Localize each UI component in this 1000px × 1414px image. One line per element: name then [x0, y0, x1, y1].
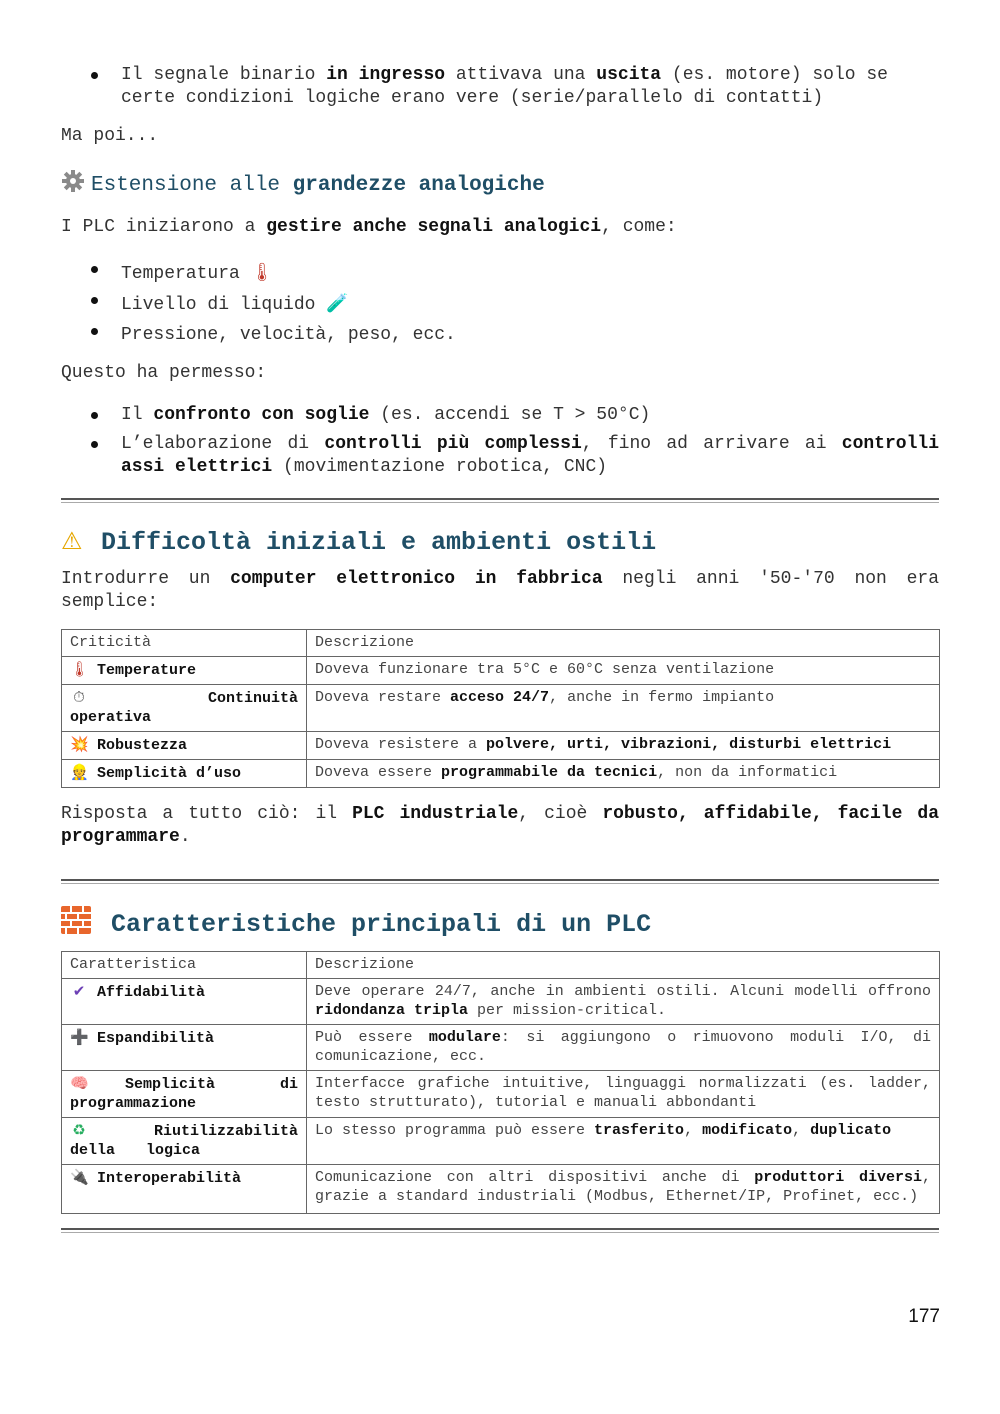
plus-icon: ➕ [70, 1028, 89, 1046]
list-item: L’elaborazione di controlli più complessi, fino ad arrivare ai controlli assi elettrici (movimentazione robotica, CNC) [61, 433, 939, 479]
thermometer-icon: 🌡 [70, 660, 90, 678]
list-item: Pressione, velocità, peso, ecc. [61, 320, 939, 350]
section-heading-analog: Estensione alle grandezze analogiche [61, 169, 939, 203]
table-header-row [62, 952, 940, 979]
warning-icon: ⚠ [61, 527, 83, 555]
list-item: Il segnale binario in ingresso attivava una uscita (es. motore) solo se certe condizioni logiche erano vere (serie/parallelo di contatti) [61, 64, 939, 110]
section-divider [61, 498, 939, 503]
analog-list [61, 258, 939, 350]
recycle-icon: ♻ [72, 1121, 86, 1139]
analog-intro: I PLC iniziarono a gestire anche segnali analogici, come: [61, 217, 677, 237]
bricks-icon [61, 906, 111, 944]
table-header-cell: Descrizione [307, 630, 940, 657]
permesso-text: Questo ha permesso: [61, 363, 267, 383]
collision-icon: 💥 [70, 735, 89, 753]
intro-list [61, 64, 939, 110]
check-icon: ✔ [72, 982, 86, 1000]
table-row: 🧠 Semplicità di programmazione Interfacce grafiche intuitive, linguaggi normalizzati (es. ladder, testo strutturato), tutorial e manuali abbondanti [62, 1071, 940, 1118]
gear-icon [61, 169, 91, 203]
thermometer-icon: 🌡 [250, 262, 274, 283]
section-divider [61, 879, 939, 884]
difficolta-intro: Introdurre un computer elettronico in fabbrica negli anni '50-'70 non era semplice: [61, 569, 939, 612]
caratteristiche-table [61, 951, 940, 1214]
table-header-row [62, 630, 940, 657]
table-row: ➕ Espandibilità Può essere modulare: si aggiungono o rimuovono moduli I/O, di comunicazione, ecc. [62, 1025, 940, 1071]
plug-icon: 🔌 [70, 1168, 89, 1186]
page-number: 177 [908, 1306, 940, 1327]
table-row: 💥 Robustezza Doveva resistere a polvere, urti, vibrazioni, disturbi elettrici [62, 732, 940, 760]
table-row: ✔ Affidabilità Deve operare 24/7, anche in ambienti ostili. Alcuni modelli offrono ridondanza tripla per mission-critical. [62, 979, 940, 1025]
section-heading-caratteristiche: Caratteristiche principali di un PLC [61, 906, 939, 944]
table-header-cell: Criticità [62, 630, 307, 657]
table-row: ⏱ Continuità operativa Doveva restare acceso 24/7, anche in fermo impianto [62, 685, 940, 732]
list-item: Il confronto con soglie (es. accendi se T > 50°C) [61, 404, 939, 427]
list-item: Livello di liquido 🧪 [61, 289, 939, 320]
section-heading-difficolta: ⚠ Difficoltà iniziali e ambienti ostili [61, 527, 657, 557]
criticita-table [61, 629, 940, 788]
technician-icon: 👷 [70, 763, 89, 781]
risposta-text: Risposta a tutto ciò: il PLC industriale, cioè robusto, affidabile, facile da programmare. [61, 804, 939, 847]
section-divider [61, 1228, 939, 1233]
table-row: 👷 Semplicità d’uso Doveva essere programmabile da tecnici, non da informatici [62, 760, 940, 788]
stopwatch-icon: ⏱ [73, 688, 85, 706]
test-tube-icon: 🧪 [326, 293, 349, 314]
table-row: 🌡 Temperature Doveva funzionare tra 5°C e 60°C senza ventilazione [62, 657, 940, 685]
table-row: ♻ Riutilizzabilità della logica Lo stesso programma può essere trasferito, modificato, duplicato [62, 1118, 940, 1165]
ma-poi-text: Ma poi... [61, 126, 159, 146]
table-header-cell: Caratteristica [62, 952, 307, 979]
table-row: 🔌 Interoperabilità Comunicazione con altri dispositivi anche di produttori diversi, grazie a standard industriali (Modbus, Ethernet/IP, Profinet, ecc.) [62, 1165, 940, 1214]
permesso-list [61, 404, 939, 479]
brain-icon: 🧠 [70, 1074, 89, 1092]
table-header-cell: Descrizione [307, 952, 940, 979]
document-page [61, 60, 939, 1233]
list-item: Temperatura 🌡 [61, 258, 939, 289]
